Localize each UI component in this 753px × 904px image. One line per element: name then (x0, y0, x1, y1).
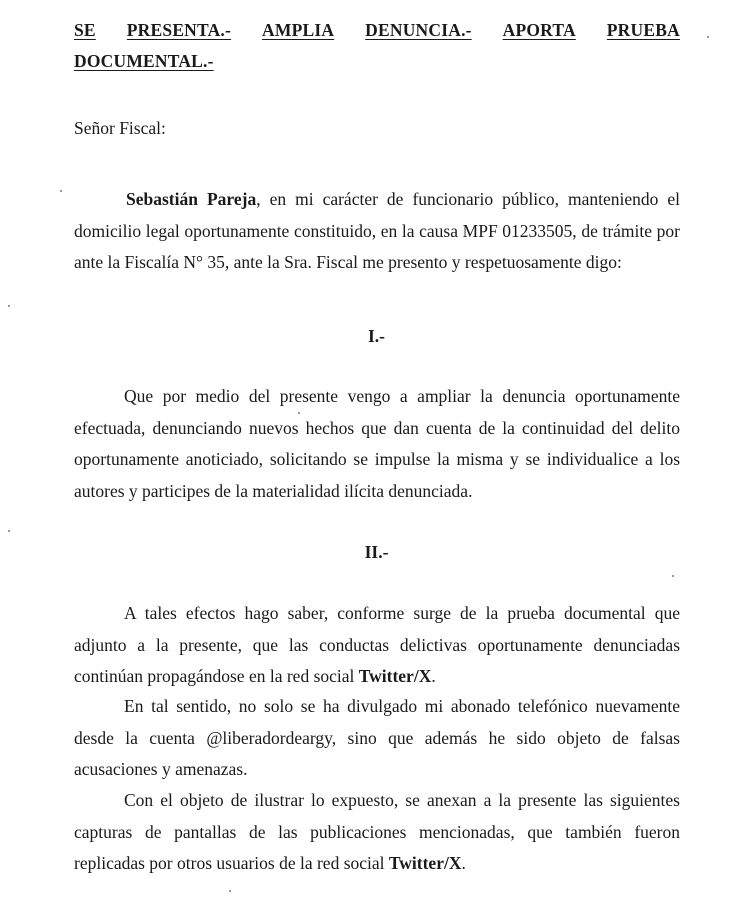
scan-speck (298, 412, 300, 414)
paragraph-extension (74, 381, 680, 507)
document-heading-line-2: DOCUMENTAL.- (74, 51, 214, 71)
scan-speck (8, 530, 10, 532)
heading-word: PRESENTA.- (126, 20, 232, 40)
paragraph-tail: . (461, 853, 466, 873)
scan-speck (672, 575, 674, 577)
paragraph-text: , en mi carácter de funcionario público, manteniendo el domicilio legal oportunamente constituido, en la causa MPF 01233505, de trámite por ante la Fiscalía N° 35, ante la Sra. Fiscal me presento y respetuosamente digo: (74, 189, 680, 272)
social-network-name: Twitter/X (358, 666, 432, 686)
heading-word: PRUEBA (606, 20, 680, 40)
paragraph-facts (74, 691, 680, 786)
document-heading-line-1 (74, 20, 680, 41)
heading-word: DENUNCIA.- (365, 20, 472, 40)
scan-speck (707, 36, 709, 38)
paragraph-annex (74, 785, 680, 880)
social-network-name: Twitter/X (388, 853, 462, 873)
scan-speck (60, 190, 62, 192)
scan-speck (8, 305, 10, 307)
paragraph-text: Con el objeto de ilustrar lo expuesto, se anexan a la presente las siguientes capturas de pantallas de las publicaciones mencionadas, que también fueron replicadas por otros usuarios de la red social (74, 790, 680, 873)
salutation: Señor Fiscal: (74, 118, 166, 138)
section-heading-1: I.- (367, 326, 385, 346)
complainant-name: Sebastián Pareja (126, 189, 257, 209)
paragraph-text: Que por medio del presente vengo a ampliar la denuncia oportunamente efectuada, denunciando nuevos hechos que dan cuenta de la continuidad del delito oportunamente anoticiado, solicitando se impulse la misma y se individualice a los autores y participes de la materialidad ilícita denunciada. (74, 386, 680, 501)
paragraph-introduction (74, 184, 680, 279)
paragraph-text: En tal sentido, no solo se ha divulgado mi abonado telefónico nuevamente desde la cuenta @liberadordeargy, sino que además he sido objeto de falsas acusaciones y amenazas. (74, 696, 680, 779)
heading-word: APORTA (502, 20, 576, 40)
scan-speck (229, 890, 231, 892)
heading-word: AMPLIA (262, 20, 335, 40)
paragraph-text: A tales efectos hago saber, conforme surge de la prueba documental que adjunto a la presente, que las conductas delictivas oportunamente denunciadas continúan propagándose en la red social (74, 603, 680, 686)
paragraph-evidence (74, 598, 680, 693)
paragraph-tail: . (431, 666, 436, 686)
section-heading-2: II.- (364, 542, 389, 562)
heading-word: SE (74, 20, 96, 40)
